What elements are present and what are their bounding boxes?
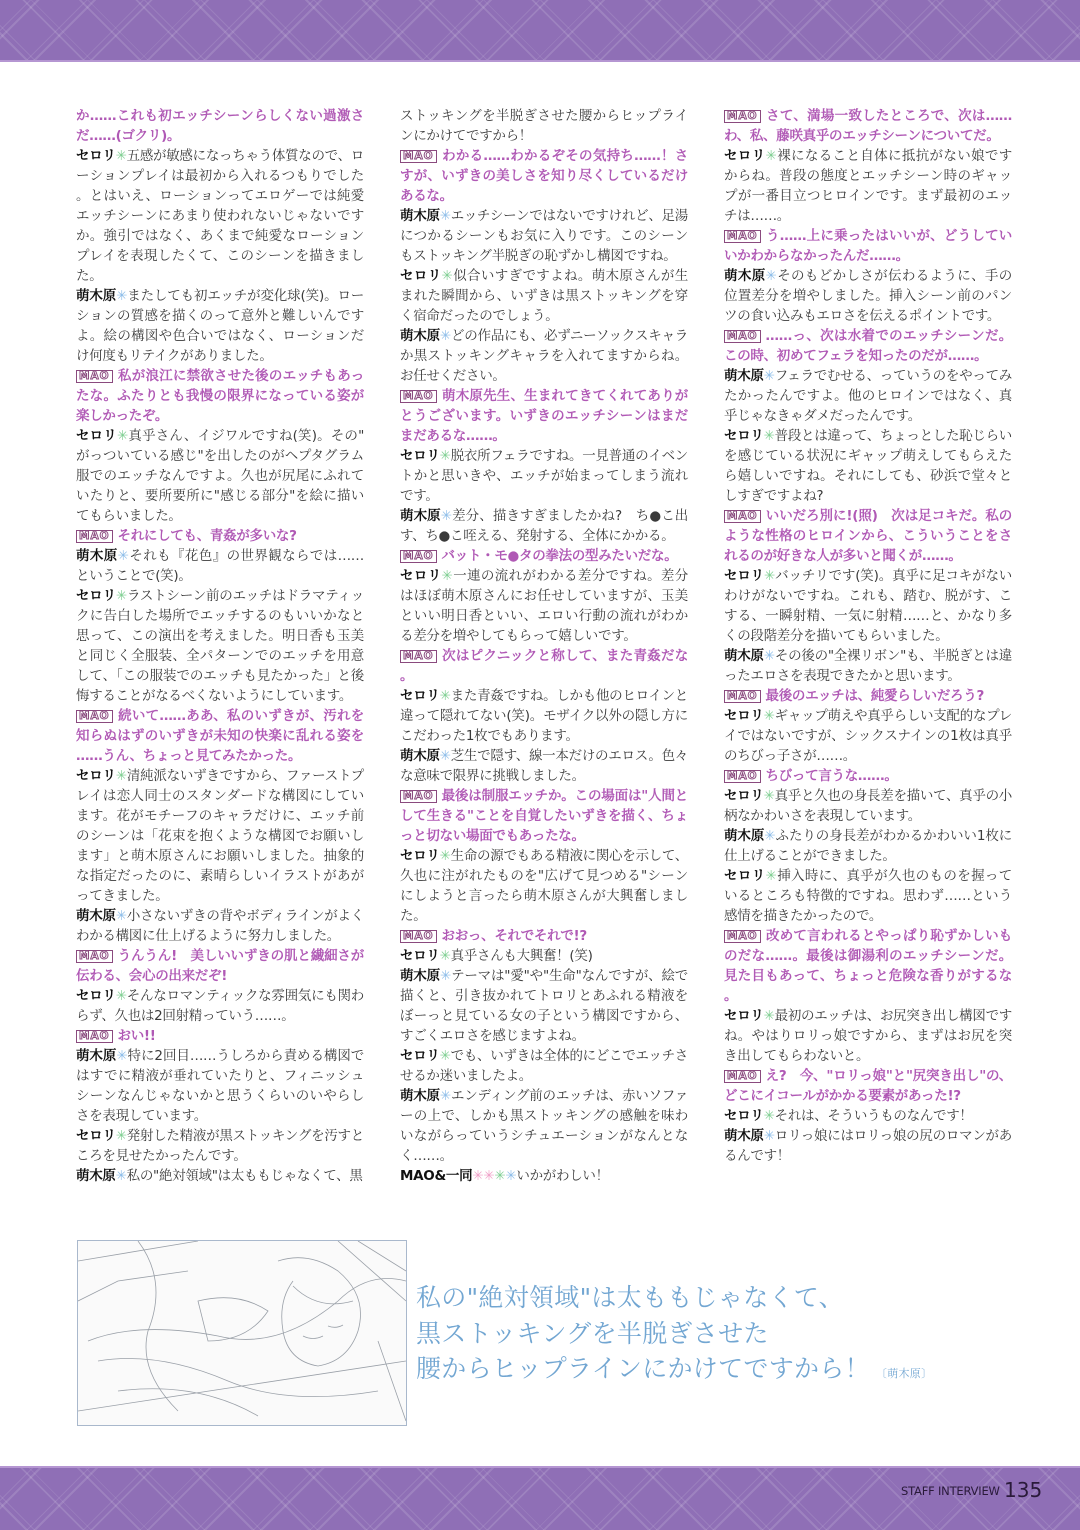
- remark-text: バッチリです(笑)。真乎に足コキがないわけがないですね。これも、踏む、脱がす、こする、一瞬射精、一気に射精……と、かなり多くの段階差分を描いてもらいました。: [724, 568, 1012, 644]
- interview-paragraph: [724, 646, 1012, 686]
- interview-paragraph: [400, 1086, 688, 1166]
- interview-column-3: [724, 106, 1012, 1166]
- remark-text: 脱衣所フェラですね。一見普通のイベントかと思いきや、エッチが始まってしまう流れです。: [400, 448, 688, 504]
- remark-text: 似合いすぎですよね。萌木原さんが生まれた瞬間から、いずきは黒ストッキングを穿く宿命だったのでしょう。: [400, 268, 688, 324]
- asterisk-icon: ✳: [115, 1168, 127, 1184]
- interview-paragraph: [400, 1046, 688, 1086]
- mao-badge: MAO: [724, 690, 761, 703]
- interview-paragraph: [400, 646, 688, 686]
- remark-text: ロリっ娘にはロリっ娘の尻のロマンがあるんです！: [724, 1128, 1012, 1164]
- interview-paragraph: [724, 506, 1012, 566]
- pull-quote: [416, 1280, 932, 1392]
- mao-badge: MAO: [400, 930, 437, 943]
- asterisk-icon: ✳: [472, 1168, 484, 1184]
- asterisk-icon: ✳: [763, 428, 775, 444]
- mao-badge: MAO: [76, 1030, 113, 1043]
- interview-paragraph: [400, 566, 688, 646]
- remark-text: 特に2回目……うしろから責める構図ではすでに精液が垂れていたりと、フィニッシュシーンなんじゃないかと思うくらいのいやらしさを表現しています。: [76, 1048, 364, 1124]
- asterisk-icon: ✳: [439, 328, 451, 344]
- interview-paragraph: [724, 1066, 1012, 1106]
- asterisk-icon: ✳: [439, 1048, 451, 1064]
- remark-text: 真乎さん、イジワルですね(笑)。その"がっついている感じ"を出したのがヘプタグラム服でのエッチなんですよ。久也が尻尾にふれていたりと、要所要所に"感じる部分"を絵に描いてもらいました。: [76, 428, 364, 524]
- asterisk-icon: ✳: [439, 688, 451, 704]
- mao-remark: うんうん! 美しいいずきの肌と繊細さが伝わる、会心の出来だぞ!: [76, 948, 364, 984]
- asterisk-icon: ✳: [440, 508, 452, 524]
- remark-text: 清純派ないずきですから、ファーストプレイは恋人同士のスタンダードな構図にしています。花がモチーフのキャラだけに、エッチ前のシーンは「花束を抱くような構図でお願いします」と萌木原さんにお願いしました。抽象的な指定だったのに、素晴らしいイラストがあがってきました。: [76, 768, 364, 904]
- mao-badge: MAO: [724, 930, 761, 943]
- asterisk-icon: ✳: [483, 1168, 495, 1184]
- speaker-name: セロリ: [724, 428, 764, 444]
- speaker-name: セロリ: [76, 988, 116, 1004]
- interview-paragraph: [76, 986, 364, 1026]
- speaker-name: セロリ: [400, 688, 440, 704]
- interview-paragraph: [76, 546, 364, 586]
- interview-paragraph: [76, 586, 364, 706]
- remark-text: 発射した精液が黒ストッキングを汚すところを見せたかったんです。: [76, 1128, 364, 1164]
- mao-badge: MAO: [400, 550, 437, 563]
- speaker-name: セロリ: [400, 948, 440, 964]
- interview-paragraph: [400, 926, 688, 946]
- remark-text: 真乎と久也の身長差を描いて、真乎の小柄なかわいさを表現しています。: [724, 788, 1012, 824]
- speaker-name: セロリ: [400, 448, 440, 464]
- interview-paragraph: [400, 1166, 688, 1186]
- interview-paragraph: [400, 446, 688, 506]
- mao-remark: 最後は制服エッチか。この場面は"人間として生きる"ことを自覚したいずきを描く、ちょっと切ない場面でもあったな。: [400, 788, 688, 844]
- remark-text: エンディング前のエッチは、赤いソファーの上で、しかも黒ストッキングの感触を味わいながらっていうシチュエーションがなんとなく……。: [400, 1088, 688, 1164]
- asterisk-icon: ✳: [764, 568, 776, 584]
- speaker-name: 萌木原: [76, 288, 117, 304]
- mao-remark: う……上に乗ったはいいが、どうしていいかわからなかったんだ……。: [724, 228, 1012, 264]
- interview-paragraph: [400, 846, 688, 926]
- interview-paragraph: [76, 146, 364, 286]
- remark-text: 五感が敏感になっちゃう体質なので、ローションプレイは最初から入れるつもりでした。とはいえ、ローションってエロゲーでは純愛エッチシーンにあまり使われないじゃないですか。強引ではなく、あくまで純愛なローションプレイを表現したくて、このシーンを描きました。: [76, 148, 364, 284]
- remark-text: そのもどかしさが伝わるように、手の位置差分を増やしました。挿入シーン前のパンツの食い込みもエロさを伝えるポイントです。: [724, 268, 1012, 324]
- interview-paragraph: [724, 926, 1012, 1006]
- interview-paragraph: [724, 1126, 1012, 1166]
- interview-paragraph: [724, 826, 1012, 866]
- asterisk-icon: ✳: [115, 1128, 127, 1144]
- interview-paragraph: [724, 766, 1012, 786]
- asterisk-icon: ✳: [439, 748, 451, 764]
- remark-text: それは、そういうものなんです！: [774, 1108, 973, 1124]
- line-art-illustration: [77, 1240, 407, 1426]
- interview-paragraph: [400, 386, 688, 446]
- speaker-name: セロリ: [400, 568, 442, 584]
- asterisk-icon: ✳: [439, 1088, 451, 1104]
- mao-badge: MAO: [76, 370, 113, 383]
- speaker-name: セロリ: [724, 1008, 764, 1024]
- speaker-name: 萌木原: [724, 1128, 764, 1144]
- asterisk-icon: ✳: [116, 288, 128, 304]
- asterisk-icon: ✳: [439, 448, 451, 464]
- speaker-name: セロリ: [76, 1128, 116, 1144]
- asterisk-icon: ✳: [764, 828, 776, 844]
- speaker-name: セロリ: [724, 148, 766, 164]
- pull-quote-line-3: [416, 1351, 932, 1392]
- speaker-name: MAO&一同: [400, 1168, 473, 1184]
- asterisk-icon: ✳: [763, 708, 775, 724]
- remark-text: 私の"絶対領域"は太ももじゃなくて、黒: [126, 1168, 363, 1184]
- remark-text: エッチシーンではないですけれど、足湯につかるシーンもお気に入りです。このシーンもストッキング半脱ぎの恥ずかし構図ですね。: [400, 208, 688, 264]
- interview-paragraph: [724, 1106, 1012, 1126]
- remark-text: いかがわしい！: [516, 1168, 609, 1184]
- asterisk-icon: ✳: [441, 568, 453, 584]
- pull-quote-line-1: 私の"絶対領域"は太ももじゃなくて、: [416, 1283, 844, 1312]
- interview-paragraph: [400, 746, 688, 786]
- asterisk-icon: ✳: [115, 148, 127, 164]
- mao-badge: MAO: [724, 510, 761, 523]
- interview-column-2: [400, 106, 688, 1186]
- mao-remark: 改めて言われるとやっぱり恥ずかしいものだな……。最後は御湯利のエッチシーンだ。見た目もあって、ちょっと危険な香りがするな。: [724, 928, 1012, 1004]
- interview-paragraph: [724, 426, 1012, 506]
- remark-text: それも『花色』の世界観ならでは……ということで(笑)。: [76, 548, 364, 584]
- remark-text: 一連の流れがわかる差分ですね。差分はほぼ萌木原さんにお任せしていますが、玉美といい明日香といい、エロい行動の流れがわかる差分を増やしてもらって嬉しいです。: [400, 568, 688, 644]
- asterisk-icon: ✳: [115, 768, 127, 784]
- remark-text: テーマは"愛"や"生命"なんですが、絵で描くと、引き抜かれてトロリとあふれる精液をぼーっと見ている女の子という構図ですから、すごくエロさを感じますよね。: [400, 968, 688, 1044]
- remark-text: ギャップ萌えや真乎らしい支配的なプレイではないですが、シックスナインの1枚は真乎のちびっ子さが……。: [724, 708, 1012, 764]
- asterisk-icon: ✳: [439, 968, 451, 984]
- remark-text: 小さないずきの背やボディラインがよくわかる構図に仕上げるように努力しました。: [76, 908, 364, 944]
- mao-remark: わかる……わかるぞその気持ち……！さすが、いずきの美しさを知り尽くしているだけあるな。: [400, 148, 688, 204]
- interview-paragraph: [724, 866, 1012, 926]
- interview-paragraph: [76, 286, 364, 366]
- interview-paragraph: [76, 1166, 364, 1186]
- remark-text: 普段とは違って、ちょっとした恥じらいを感じている状況にギャップ萌えしてもらえたら嬉しいですね。それにしても、砂浜で堂々としすぎですよね?: [724, 428, 1012, 504]
- footer-band: [0, 1466, 1080, 1530]
- remark-text: その後の"全裸リボン"も、半脱ぎとは違ったエロさを表現できたかと思います。: [724, 648, 1012, 684]
- remark-text: 差分、描きすぎましたかね? ち●こ出す、ち●こ咥える、発射する、全体にかかる。: [400, 508, 688, 544]
- interview-paragraph: [76, 1026, 364, 1046]
- remark-text: 裸になること自体に抵抗がない娘ですからね。普段の態度とエッチシーン時のギャップが一番目立つヒロインです。まず最初のエッチは……。: [724, 148, 1012, 224]
- mao-badge: MAO: [76, 710, 113, 723]
- speaker-name: 萌木原: [76, 548, 118, 564]
- remark-text: 生命の源でもある精液に関心を示して、久也に注がれたものを"広げて見つめる"シーンにしようと言ったら萌木原さんが大興奮しました。: [400, 848, 688, 924]
- mao-remark: 萌木原先生、生まれてきてくれてありがとうございます。いずきのエッチシーンはまだまだあるな……。: [400, 388, 688, 444]
- speaker-name: 萌木原: [400, 328, 440, 344]
- remark-text: でも、いずきは全体的にどこでエッチさせるか迷いましたよ。: [400, 1048, 688, 1084]
- speaker-name: 萌木原: [724, 648, 764, 664]
- pull-quote-line-2: 黒ストッキングを半脱ぎさせた: [416, 1318, 769, 1348]
- remark-text: 最初のエッチは、お尻突き出し構図ですね。やはりロリっ娘ですから、まずはお尻を突き出してもらわないと。: [724, 1008, 1012, 1064]
- asterisk-icon: ✳: [763, 788, 775, 804]
- interview-paragraph: [724, 266, 1012, 326]
- mao-remark: さて、満場一致したところで、次は……わ、私、藤咲真乎のエッチシーンについてだ。: [724, 108, 1012, 144]
- mao-remark: か……これも初エッチシーンらしくない過激さだ……(ゴクリ)。: [76, 108, 364, 144]
- interview-paragraph: [400, 506, 688, 546]
- mao-remark: バット・モ●タの拳法の型みたいだな。: [441, 548, 678, 564]
- mao-badge: MAO: [400, 650, 437, 663]
- speaker-name: セロリ: [400, 1048, 440, 1064]
- asterisk-icon: ✳: [765, 268, 777, 284]
- remark-text: またしても初エッチが変化球(笑)。ローションの質感を描くのって意外と難しいんですよ。絵の構図や色合いではなく、ローションだけ何度もリテイクがありました。: [76, 288, 364, 364]
- mao-remark: 最後のエッチは、純愛らしいだろう?: [765, 688, 984, 704]
- speaker-name: 萌木原: [76, 1168, 116, 1184]
- interview-paragraph: [76, 706, 364, 766]
- mao-remark: ……っ、次は水着でのエッチシーンだ。この時、初めてフェラを知ったのだが……。: [724, 328, 1012, 364]
- mao-badge: MAO: [76, 950, 113, 963]
- mao-badge: MAO: [76, 530, 113, 543]
- pull-quote-line-3-text: 腰からヒップラインにかけてですから！: [416, 1354, 870, 1383]
- interview-paragraph: [76, 526, 364, 546]
- asterisk-icon: ✳: [441, 268, 453, 284]
- mao-remark: え? 今、"ロリっ娘"と"尻突き出し"の、どこにイコールがかかる要素があった!?: [724, 1068, 1012, 1104]
- interview-paragraph: [76, 946, 364, 986]
- mao-badge: MAO: [724, 230, 761, 243]
- asterisk-icon: ✳: [117, 548, 129, 564]
- speaker-name: 萌木原: [400, 508, 441, 524]
- remark-text: フェラでむせる、っていうのをやってみたかったんですよ。他のヒロインではなく、真乎じゃなきゃダメだったんです。: [724, 368, 1012, 424]
- interview-paragraph: [400, 206, 688, 266]
- asterisk-icon: ✳: [763, 368, 775, 384]
- speaker-name: セロリ: [724, 788, 764, 804]
- asterisk-icon: ✳: [494, 1168, 506, 1184]
- mao-remark: ちびって言うな……。: [765, 768, 898, 784]
- interview-paragraph: [724, 366, 1012, 426]
- speaker-name: 萌木原: [724, 268, 766, 284]
- asterisk-icon: ✳: [116, 428, 128, 444]
- remark-text: そんなロマンティックな雰囲気にも関わらず、久也は2回射精っていう……。: [76, 988, 364, 1024]
- asterisk-icon: ✳: [765, 868, 777, 884]
- remark-text: ふたりの身長差がわかるかわいい1枚に仕上げることができました。: [724, 828, 1012, 864]
- asterisk-icon: ✳: [439, 208, 451, 224]
- mao-remark: 私が浪江に禁欲させた後のエッチもあったな。ふたりとも我慢の限界になっている姿が楽しかったぞ。: [76, 368, 364, 424]
- interview-column-1: [76, 106, 364, 1186]
- interview-paragraph: [400, 686, 688, 746]
- pull-quote-credit: 〔萌木原〕: [875, 1367, 933, 1380]
- speaker-name: セロリ: [76, 428, 117, 444]
- interview-paragraph: [724, 146, 1012, 226]
- remark-text: 芝生で隠す、線一本だけのエロス。色々な意味で限界に挑戦しました。: [400, 748, 688, 784]
- asterisk-icon: ✳: [763, 648, 775, 664]
- speaker-name: セロリ: [400, 848, 440, 864]
- asterisk-icon: ✳: [763, 1008, 775, 1024]
- speaker-name: セロリ: [724, 868, 766, 884]
- mao-badge: MAO: [724, 110, 761, 123]
- interview-paragraph: [724, 566, 1012, 646]
- mao-badge: MAO: [724, 770, 761, 783]
- speaker-name: セロリ: [76, 588, 116, 604]
- speaker-name: 萌木原: [76, 1048, 117, 1064]
- interview-paragraph: [400, 266, 688, 326]
- speaker-name: セロリ: [76, 768, 116, 784]
- asterisk-icon: ✳: [439, 948, 451, 964]
- asterisk-icon: ✳: [765, 148, 777, 164]
- mao-badge: MAO: [400, 390, 437, 403]
- interview-paragraph: [76, 426, 364, 526]
- speaker-name: 萌木原: [400, 748, 440, 764]
- speaker-name: セロリ: [724, 1108, 764, 1124]
- interview-paragraph: [400, 146, 688, 206]
- mao-remark: それにしても、青姦が多いな?: [117, 528, 297, 544]
- interview-paragraph: [76, 366, 364, 426]
- asterisk-icon: ✳: [115, 988, 127, 1004]
- mao-remark: おい!!: [117, 1028, 156, 1044]
- mao-badge: MAO: [724, 1070, 761, 1083]
- interview-paragraph: [400, 326, 688, 386]
- asterisk-icon: ✳: [115, 908, 127, 924]
- interview-paragraph: [724, 1006, 1012, 1066]
- page-number: 135: [1004, 1478, 1043, 1502]
- interview-paragraph: [724, 106, 1012, 146]
- asterisk-icon: ✳: [439, 848, 451, 864]
- mao-badge: MAO: [400, 150, 437, 163]
- speaker-name: セロリ: [400, 268, 442, 284]
- interview-paragraph: [724, 686, 1012, 706]
- speaker-name: セロリ: [724, 568, 765, 584]
- remark-continued: ストッキングを半脱ぎさせた腰からヒップラインにかけてですから！: [400, 108, 688, 144]
- speaker-name: 萌木原: [76, 908, 116, 924]
- speaker-name: 萌木原: [400, 1088, 440, 1104]
- interview-paragraph: [724, 786, 1012, 826]
- section-label: STAFF INTERVIEW: [901, 1484, 1000, 1498]
- interview-paragraph: [76, 1126, 364, 1166]
- interview-paragraph: [76, 906, 364, 946]
- interview-paragraph: [400, 786, 688, 846]
- asterisk-icon: ✳: [505, 1168, 517, 1184]
- interview-paragraph: [400, 966, 688, 1046]
- mao-remark: おおっ、それでそれで!?: [441, 928, 587, 944]
- speaker-name: 萌木原: [724, 828, 765, 844]
- speaker-name: 萌木原: [724, 368, 764, 384]
- interview-paragraph: [400, 106, 688, 146]
- speaker-name: 萌木原: [400, 968, 440, 984]
- interview-paragraph: [724, 706, 1012, 766]
- interview-paragraph: [400, 546, 688, 566]
- interview-paragraph: [76, 106, 364, 146]
- interview-paragraph: [76, 1046, 364, 1126]
- asterisk-icon: ✳: [763, 1108, 775, 1124]
- remark-text: 真乎さんも大興奮！(笑): [450, 948, 593, 964]
- asterisk-icon: ✳: [116, 1048, 128, 1064]
- speaker-name: 萌木原: [400, 208, 440, 224]
- remark-text: 挿入時に、真乎が久也のものを握っているところも特徴的ですね。思わず……という感情を描きたかったので。: [724, 868, 1012, 924]
- interview-paragraph: [724, 326, 1012, 366]
- mao-remark: いいだろ別に!(照) 次は足コキだ。私のような性格のヒロインから、こういうことをされるのが好きな人が多いと聞くが……。: [724, 508, 1012, 564]
- header-band: [0, 0, 1080, 62]
- mao-badge: MAO: [724, 330, 761, 343]
- mao-remark: 次はピクニックと称して、また青姦だな。: [400, 648, 688, 684]
- remark-text: また青姦ですね。しかも他のヒロインと違って隠れてない(笑)。モザイク以外の隠し方にこだわった1枚でもあります。: [400, 688, 688, 744]
- sketch-image: [78, 1241, 406, 1425]
- interview-paragraph: [76, 766, 364, 906]
- interview-paragraph: [724, 226, 1012, 266]
- mao-badge: MAO: [400, 790, 437, 803]
- asterisk-icon: ✳: [115, 588, 127, 604]
- asterisk-icon: ✳: [763, 1128, 775, 1144]
- interview-paragraph: [400, 946, 688, 966]
- remark-text: どの作品にも、必ずニーソックスキャラか黒ストッキングキャラを入れてますからね。お任せください。: [400, 328, 688, 384]
- speaker-name: セロリ: [724, 708, 764, 724]
- mao-remark: 続いて……ああ、私のいずきが、汚れを知らぬはずのいずきが未知の快楽に乱れる姿を……うん、ちょっと見てみたかった。: [76, 708, 364, 764]
- speaker-name: セロリ: [76, 148, 116, 164]
- remark-text: ラストシーン前のエッチはドラマティックに告白した場所でエッチするのもいいかなと思って、この演出を考えました。明日香も玉美と同じく全服装、全パターンでのエッチを用意して、「この服装でのエッチも見たかった」と後悔することがなるべくないようにしています。: [76, 588, 364, 704]
